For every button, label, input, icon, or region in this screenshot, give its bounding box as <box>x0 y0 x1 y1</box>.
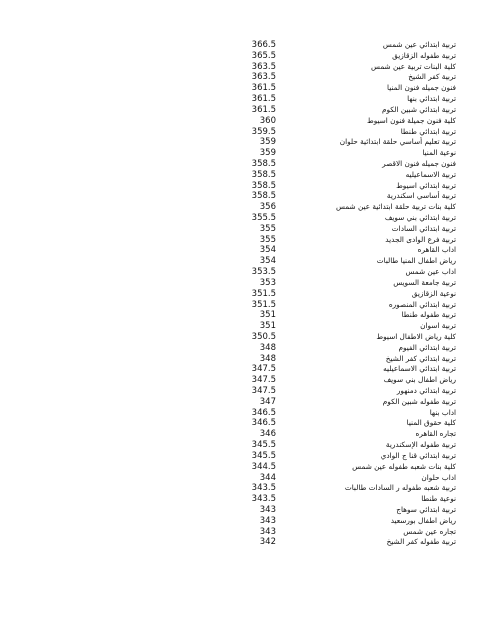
faculty-name: تربية طفوله شبين الكوم <box>382 396 456 406</box>
score-value: 345.5 <box>251 450 276 461</box>
faculty-name: كلية حقوق المنيا <box>406 418 456 428</box>
faculty-name: تربية اسوان <box>420 321 456 331</box>
faculty-name: تربية ابتدائي عين شمس <box>382 40 456 49</box>
faculty-name: تربية طفوله الزقازيق <box>392 50 456 60</box>
score-value: 347 <box>259 396 276 407</box>
score-list <box>0 40 494 548</box>
list-item <box>0 224 494 235</box>
score-value: 347.5 <box>251 375 276 386</box>
score-value: 351 <box>259 321 276 332</box>
faculty-name: كلية فنون جميلة فنون اسيوط <box>366 115 456 125</box>
score-value: 361.5 <box>251 83 276 94</box>
score-value: 361.5 <box>251 104 276 115</box>
score-value: 346.5 <box>251 407 276 418</box>
score-value: 343.5 <box>251 494 276 505</box>
score-value: 354 <box>259 256 276 267</box>
list-item <box>0 343 494 354</box>
score-value: 345.5 <box>251 440 276 451</box>
score-value: 344.5 <box>251 461 276 472</box>
list-item <box>0 440 494 451</box>
score-value: 358.5 <box>251 180 276 191</box>
score-value: 363.5 <box>251 61 276 72</box>
list-item <box>0 310 494 321</box>
score-value: 358.5 <box>251 169 276 180</box>
list-item <box>0 408 494 419</box>
faculty-name: فنون جميله فنون الاقصر <box>382 158 456 168</box>
score-value: 347.5 <box>251 386 276 396</box>
list-item <box>0 397 494 408</box>
faculty-name: تربية طفوله الإسكندرية <box>385 440 456 450</box>
faculty-name: تربية طفوله طنطا <box>401 310 456 320</box>
faculty-name: تربية أساسي اسكندرية <box>386 191 456 201</box>
faculty-name: تربية ابتدائي الاسماعيليه <box>383 364 456 374</box>
faculty-name: اداب بنها <box>429 407 456 417</box>
score-value: 347.5 <box>251 364 276 375</box>
score-value: 359 <box>259 148 276 159</box>
faculty-name: تربية ابتدائي بني سويف <box>384 213 456 222</box>
score-value: 351.5 <box>251 288 276 299</box>
list-item <box>0 516 494 527</box>
faculty-name: كلية رياض الاطفال اسيوط <box>376 331 456 341</box>
list-item <box>0 94 494 105</box>
score-value: 355 <box>259 234 276 245</box>
list-item <box>0 527 494 538</box>
score-value: 346 <box>259 429 276 440</box>
faculty-name: كلية بنات تربية حلقة ابتدائية عين شمس <box>336 202 456 212</box>
list-item <box>0 51 494 62</box>
faculty-name: تربية ابتدائي اسيوط <box>396 180 456 190</box>
score-value: 344 <box>259 472 276 483</box>
faculty-name: اداب القاهره <box>417 245 456 255</box>
score-value: 348 <box>259 353 276 364</box>
list-item <box>0 473 494 484</box>
score-value: 363.5 <box>251 72 276 83</box>
faculty-name: تجاره عين شمس <box>403 526 456 536</box>
list-item <box>0 83 494 94</box>
list-item <box>0 191 494 202</box>
faculty-name: تربية جامعة السويس <box>393 277 456 287</box>
list-item <box>0 72 494 83</box>
score-value: 343.5 <box>251 483 276 494</box>
list-item <box>0 451 494 462</box>
faculty-name: تربية كفر الشيخ <box>408 72 456 82</box>
list-item <box>0 256 494 267</box>
list-item <box>0 429 494 440</box>
score-value: 354 <box>259 245 276 256</box>
faculty-name: رياض اطفال بورسعيد <box>390 515 456 525</box>
list-item <box>0 321 494 332</box>
score-value: 359.5 <box>251 126 276 137</box>
faculty-name: تربية ابتدائي كفر الشيخ <box>385 353 456 363</box>
faculty-name: تربية ابتدائي الفيوم <box>398 342 456 352</box>
score-value: 353.5 <box>251 267 276 278</box>
list-item <box>0 354 494 365</box>
faculty-name: تربية طفوله كفر الشيخ <box>386 537 456 547</box>
faculty-name: نوعية طنطا <box>421 494 456 504</box>
score-value: 343 <box>259 504 276 515</box>
list-item <box>0 170 494 181</box>
faculty-name: اداب عين شمس <box>405 267 456 277</box>
score-value: 343 <box>259 515 276 526</box>
faculty-name: تربية ابتدائي المنصوره <box>388 299 456 309</box>
list-item <box>0 386 494 397</box>
faculty-name: اداب حلوان <box>421 472 456 482</box>
score-value: 346.5 <box>251 418 276 429</box>
list-item <box>0 235 494 246</box>
list-item <box>0 137 494 148</box>
score-value: 355.5 <box>251 213 276 223</box>
score-value: 351 <box>259 310 276 321</box>
faculty-name: تربية الاسماعيليه <box>405 169 456 179</box>
list-item <box>0 462 494 473</box>
score-value: 356 <box>259 202 276 213</box>
list-item <box>0 127 494 138</box>
list-item <box>0 245 494 256</box>
list-item <box>0 483 494 494</box>
score-value: 358.5 <box>251 158 276 169</box>
faculty-name: رياض اطفال بني سويف <box>383 375 456 385</box>
list-item <box>0 159 494 170</box>
list-item <box>0 116 494 127</box>
score-value: 358.5 <box>251 191 276 202</box>
faculty-name: تجاره القاهره <box>415 429 456 439</box>
faculty-name: تربية ابتدائي شبين الكوم <box>381 104 456 114</box>
score-value: 366.5 <box>251 40 276 50</box>
faculty-name: تربية ابتدائي بنها <box>407 94 456 104</box>
list-item <box>0 494 494 505</box>
faculty-name: كلية بنات شعبه طفوله عين شمس <box>352 461 456 471</box>
list-item <box>0 537 494 548</box>
list-item <box>0 505 494 516</box>
list-item <box>0 418 494 429</box>
list-item <box>0 267 494 278</box>
faculty-name: تربية شعبه طفوله ر السادات طالبات <box>344 483 456 493</box>
score-value: 365.5 <box>251 50 276 61</box>
score-value: 353 <box>259 277 276 288</box>
score-value: 342 <box>259 537 276 548</box>
list-item <box>0 364 494 375</box>
score-value: 351.5 <box>251 299 276 310</box>
faculty-name: تربية ابتدائي طنطا <box>400 126 456 136</box>
faculty-name: كلية البنات تربية عين شمس <box>371 61 456 71</box>
list-item <box>0 62 494 73</box>
faculty-name: نوعية الزقازيق <box>411 288 456 298</box>
score-value: 343 <box>259 526 276 537</box>
list-item <box>0 181 494 192</box>
faculty-name: تربية فرع الوادى الجديد <box>385 234 456 244</box>
faculty-name: تربية ابتدائي السادات <box>391 223 456 233</box>
score-value: 348 <box>259 342 276 353</box>
faculty-name: تربية ابتدائي قنا ج الوادي <box>380 450 456 460</box>
list-item <box>0 105 494 116</box>
list-item <box>0 375 494 386</box>
list-item <box>0 148 494 159</box>
faculty-name: نوعية المنيا <box>422 148 456 158</box>
score-value: 359 <box>259 137 276 148</box>
list-item <box>0 332 494 343</box>
faculty-name: تربية ابتدائي دمنهور <box>396 386 456 395</box>
list-item <box>0 40 494 51</box>
list-item <box>0 213 494 224</box>
list-item <box>0 289 494 300</box>
list-item <box>0 278 494 289</box>
score-value: 360 <box>259 115 276 126</box>
score-value: 361.5 <box>251 94 276 105</box>
faculty-name: فنون جميله فنون المنيا <box>387 83 456 93</box>
score-value: 350.5 <box>251 331 276 342</box>
list-item <box>0 300 494 311</box>
list-item <box>0 202 494 213</box>
faculty-name: تربية تعليم أساسي حلقة ابتدائية حلوان <box>339 137 456 147</box>
faculty-name: رياض اطفال المنيا طالبات <box>376 256 456 266</box>
score-value: 355 <box>259 223 276 234</box>
faculty-name: تربية ابتدائي سوهاج <box>396 504 456 514</box>
